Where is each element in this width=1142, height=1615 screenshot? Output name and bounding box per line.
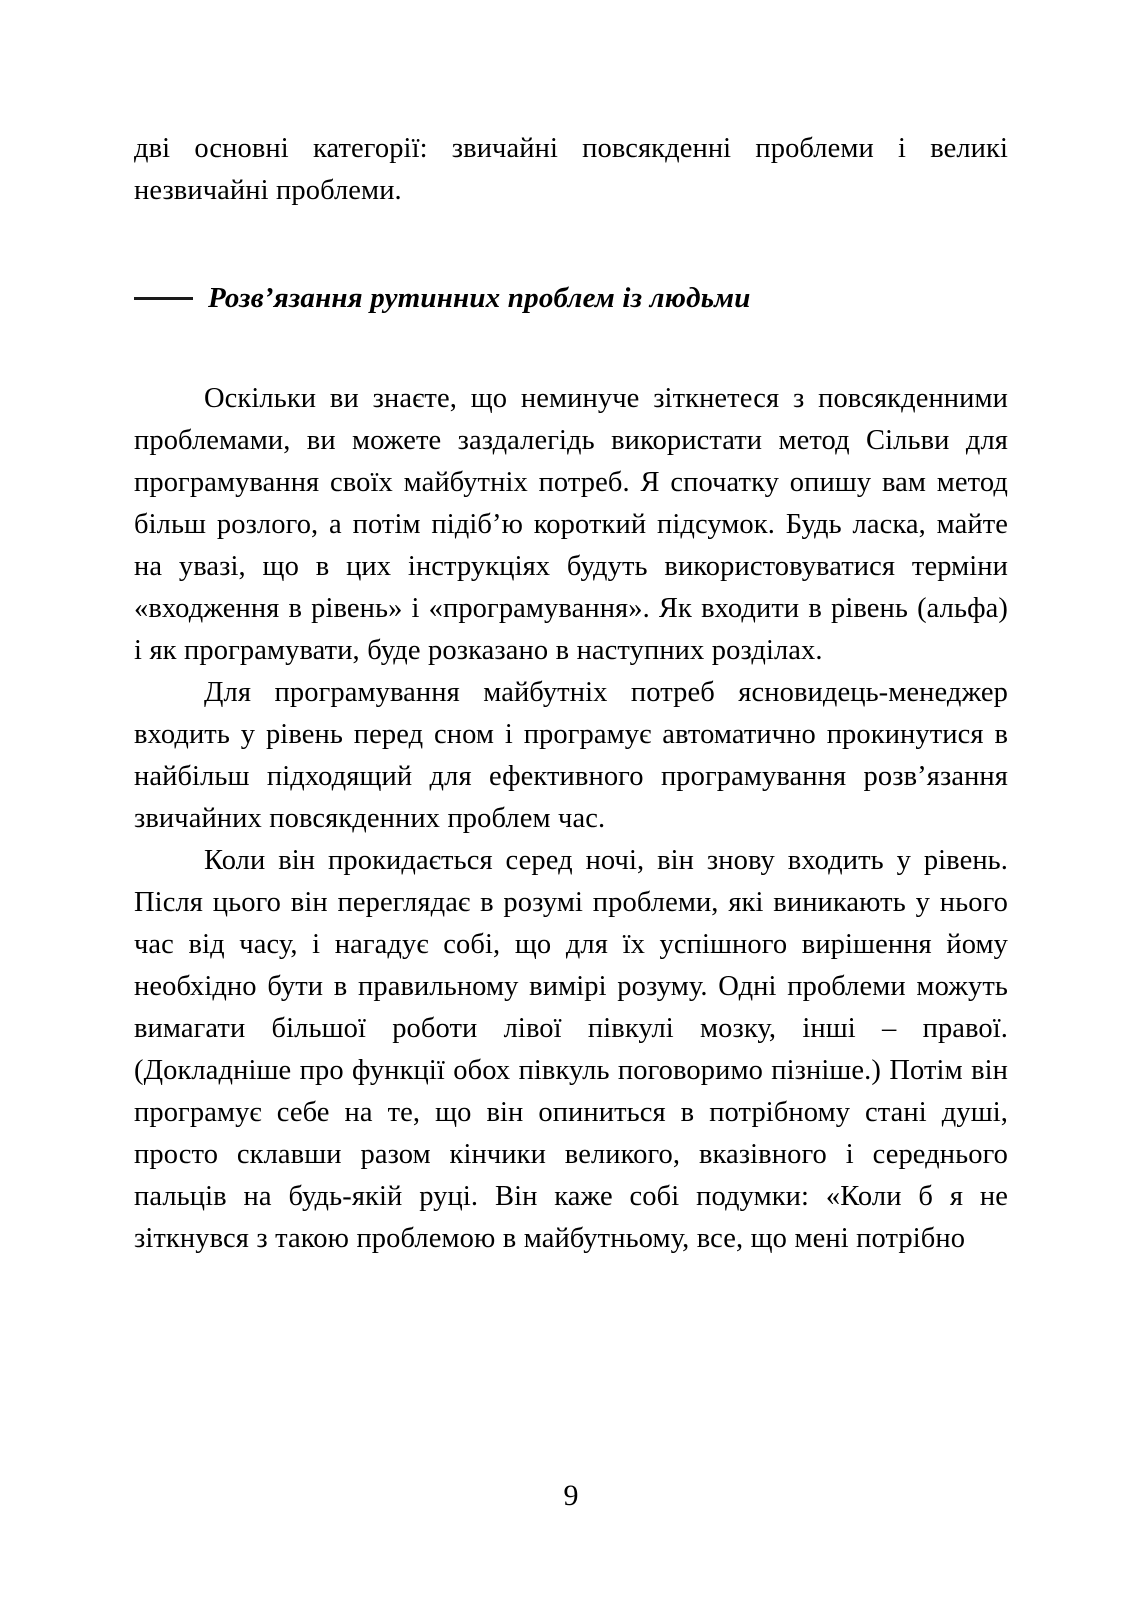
page-number: 9 <box>563 1479 579 1512</box>
paragraph-1: Оскільки ви знаєте, що неминуче зіткнетеся з повсякденними проблемами, ви можете заздалегідь використати метод Сільви для програмування своїх майбутніх потреб. Я спочатку опишу вам метод більш розлого, а потім підіб’ю короткий підсумок. Будь ласка, майте на увазі, що в цих інструкціях будуть використовуватися терміни «входження в рівень» і «програмування». Як входити в рівень (альфа) і як програмувати, буде розказано в наступних розділах. <box>134 383 1008 666</box>
section-heading <box>134 278 1008 318</box>
body-paragraphs <box>134 378 1008 1260</box>
paragraph-3: Коли він прокидається серед ночі, він знову входить у рівень. Після цього він переглядає в розумі проблеми, які виникають у нього час від часу, і нагадує собі, що для їх успішного вирішення йому необхідно бути в правильному вимірі розуму. Одні проблеми можуть вимагати більшої роботи лівої півкулі мозку, інші – правої. (Докладніше про функції обох півкуль поговоримо пізніше.) Потім він програмує себе на те, що він опиниться в потрібному стані душі, просто склавши разом кінчики великого, вказівного і середнього пальців на будь-якій руці. Він каже собі подумки: «Коли б я не зіткнувся з такою проблемою в майбутньому, все, що мені потрібно <box>134 845 1008 1254</box>
paragraph-2: Для програмування майбутніх потреб ясновидець-менеджер входить у рівень перед сном і програмує автоматично прокинутися в найбільш підходящий для ефективного програмування розв’язання звичайних повсякденних проблем час. <box>134 677 1008 834</box>
em-dash-rule-icon <box>134 297 193 300</box>
section-heading-title: Розв’язання рутинних проблем із людьми <box>208 282 751 314</box>
continuation-paragraph: дві основні категорії: звичайні повсякденні проблеми і великі незвичайні проблеми. <box>134 133 1008 206</box>
text-column <box>134 128 1008 1260</box>
